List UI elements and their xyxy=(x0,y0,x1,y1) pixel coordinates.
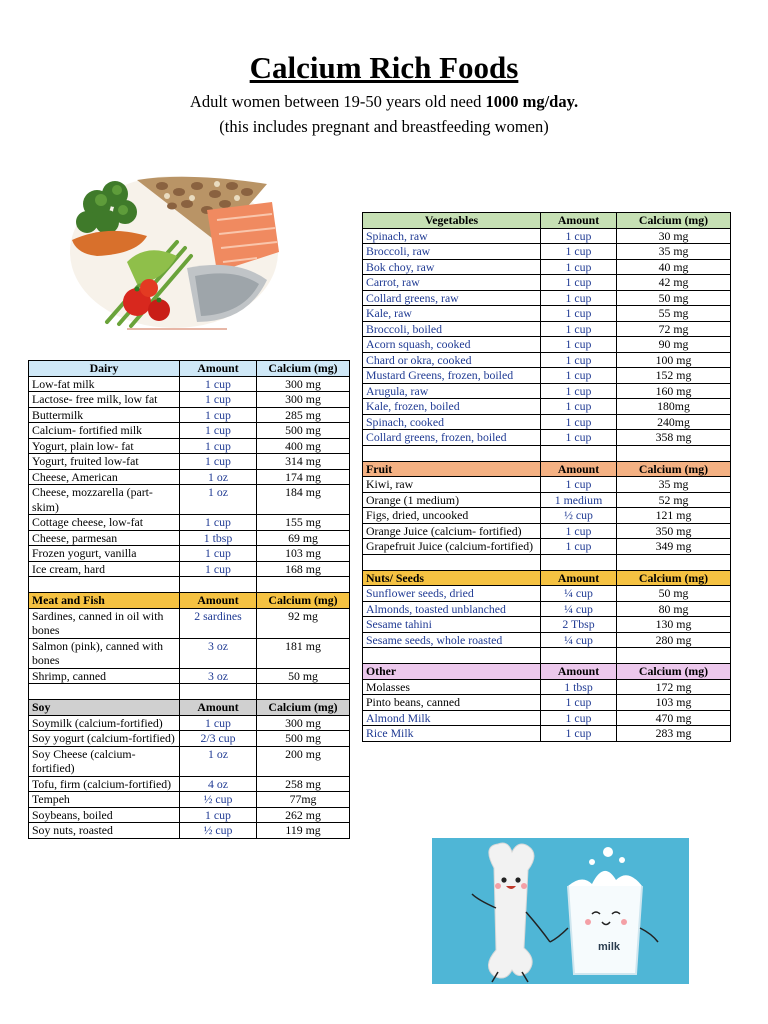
fruit-cell-calcium: 52 mg xyxy=(617,492,731,508)
spacer-cell xyxy=(29,577,180,593)
vegetables-cell-calcium: 42 mg xyxy=(617,275,731,291)
vegetables-cell-amount: 1 cup xyxy=(541,414,617,430)
dairy-cell-food: Cheese, parmesan xyxy=(29,530,180,546)
vegetables-cell-food: Mustard Greens, frozen, boiled xyxy=(363,368,541,384)
meat-row xyxy=(29,638,350,668)
nuts-cell-calcium: 280 mg xyxy=(617,632,731,648)
page-title: Calcium Rich Foods xyxy=(249,50,519,85)
vegetables-cell-amount: 1 cup xyxy=(541,383,617,399)
milk-label: milk xyxy=(598,941,621,953)
fruit-row xyxy=(363,508,731,524)
dairy-meat-soy-table xyxy=(28,360,350,839)
soy-cell-amount: 1 oz xyxy=(180,746,257,776)
dairy-cell-amount: 1 cup xyxy=(180,454,257,470)
soy-cell-food: Tempeh xyxy=(29,792,180,808)
vegetables-row xyxy=(363,368,731,384)
soy-header-amount: Amount xyxy=(180,700,257,716)
spacer-cell xyxy=(363,648,541,664)
dairy-cell-amount: 1 cup xyxy=(180,515,257,531)
fruit-cell-calcium: 35 mg xyxy=(617,477,731,493)
other-cell-calcium: 283 mg xyxy=(617,726,731,742)
vegetables-cell-calcium: 72 mg xyxy=(617,321,731,337)
nuts-header-name: Nuts/ Seeds xyxy=(363,570,541,586)
vegetables-cell-amount: 1 cup xyxy=(541,321,617,337)
section-spacer-row xyxy=(29,684,350,700)
vegetables-cell-amount: 1 cup xyxy=(541,290,617,306)
soy-row xyxy=(29,731,350,747)
dairy-cell-calcium: 168 mg xyxy=(257,561,350,577)
fruit-cell-food: Orange Juice (calcium- fortified) xyxy=(363,523,541,539)
vegetables-cell-food: Chard or okra, cooked xyxy=(363,352,541,368)
vegetables-cell-calcium: 35 mg xyxy=(617,244,731,260)
dairy-cell-calcium: 300 mg xyxy=(257,392,350,408)
dairy-cell-amount: 1 cup xyxy=(180,392,257,408)
soy-row xyxy=(29,715,350,731)
dairy-cell-food: Low-fat milk xyxy=(29,376,180,392)
dairy-row xyxy=(29,407,350,423)
soy-header-name: Soy xyxy=(29,700,180,716)
vegetables-cell-calcium: 30 mg xyxy=(617,228,731,244)
dairy-cell-calcium: 69 mg xyxy=(257,530,350,546)
dairy-cell-food: Lactose- free milk, low fat xyxy=(29,392,180,408)
nuts-cell-food: Almonds, toasted unblanched xyxy=(363,601,541,617)
spacer-cell xyxy=(180,684,257,700)
dairy-cell-amount: 1 tbsp xyxy=(180,530,257,546)
nuts-header-amount: Amount xyxy=(541,570,617,586)
soy-cell-calcium: 262 mg xyxy=(257,807,350,823)
other-cell-amount: 1 cup xyxy=(541,710,617,726)
dairy-cell-food: Frozen yogurt, vanilla xyxy=(29,546,180,562)
dairy-cell-amount: 1 oz xyxy=(180,485,257,515)
fruit-row xyxy=(363,477,731,493)
other-row xyxy=(363,710,731,726)
dairy-row xyxy=(29,376,350,392)
vegetables-cell-food: Kale, frozen, boiled xyxy=(363,399,541,415)
soy-cell-calcium: 300 mg xyxy=(257,715,350,731)
dairy-cell-amount: 1 oz xyxy=(180,469,257,485)
other-header-amount: Amount xyxy=(541,664,617,680)
vegetables-row xyxy=(363,306,731,322)
soy-cell-food: Soy Cheese (calcium-fortified) xyxy=(29,746,180,776)
section-spacer-row xyxy=(29,577,350,593)
vegetables-cell-food: Spinach, cooked xyxy=(363,414,541,430)
vegetables-cell-amount: 1 cup xyxy=(541,306,617,322)
dairy-row xyxy=(29,515,350,531)
nuts-cell-food: Sesame seeds, whole roasted xyxy=(363,632,541,648)
dairy-cell-food: Cottage cheese, low-fat xyxy=(29,515,180,531)
vegetables-cell-food: Collard greens, frozen, boiled xyxy=(363,430,541,446)
soy-cell-food: Soymilk (calcium-fortified) xyxy=(29,715,180,731)
vegetables-cell-amount: 1 cup xyxy=(541,368,617,384)
vegetables-cell-food: Spinach, raw xyxy=(363,228,541,244)
fruit-cell-amount: 1 medium xyxy=(541,492,617,508)
vegetables-cell-calcium: 160 mg xyxy=(617,383,731,399)
nuts-cell-amount: 2 Tbsp xyxy=(541,617,617,633)
meat-header-row xyxy=(29,593,350,609)
nuts-cell-calcium: 50 mg xyxy=(617,586,731,602)
vegetables-cell-calcium: 100 mg xyxy=(617,352,731,368)
soy-header-calcium: Calcium (mg) xyxy=(257,700,350,716)
dairy-cell-amount: 1 cup xyxy=(180,376,257,392)
meat-cell-food: Salmon (pink), canned with bones xyxy=(29,638,180,668)
soy-cell-food: Tofu, firm (calcium-fortified) xyxy=(29,776,180,792)
soy-header-row xyxy=(29,700,350,716)
vegetables-header-name: Vegetables xyxy=(363,213,541,229)
spacer-cell xyxy=(180,577,257,593)
vegetables-cell-calcium: 180mg xyxy=(617,399,731,415)
soy-row xyxy=(29,776,350,792)
soy-cell-food: Soy nuts, roasted xyxy=(29,823,180,839)
meat-cell-calcium: 181 mg xyxy=(257,638,350,668)
soy-cell-amount: ½ cup xyxy=(180,792,257,808)
meat-cell-calcium: 50 mg xyxy=(257,668,350,684)
fruit-header-name: Fruit xyxy=(363,461,541,477)
dairy-cell-food: Cheese, mozzarella (part-skim) xyxy=(29,485,180,515)
other-cell-food: Rice Milk xyxy=(363,726,541,742)
nuts-cell-amount: ¼ cup xyxy=(541,601,617,617)
vegetables-cell-food: Broccoli, raw xyxy=(363,244,541,260)
dairy-row xyxy=(29,530,350,546)
dairy-cell-food: Yogurt, plain low- fat xyxy=(29,438,180,454)
dairy-cell-calcium: 500 mg xyxy=(257,423,350,439)
nuts-cell-calcium: 80 mg xyxy=(617,601,731,617)
dairy-cell-calcium: 314 mg xyxy=(257,454,350,470)
dairy-cell-food: Yogurt, fruited low-fat xyxy=(29,454,180,470)
vegetables-row xyxy=(363,430,731,446)
dairy-cell-calcium: 400 mg xyxy=(257,438,350,454)
fruit-cell-food: Figs, dried, uncooked xyxy=(363,508,541,524)
vegetables-row xyxy=(363,321,731,337)
calcium-foods-photo xyxy=(67,172,281,332)
vegetables-cell-calcium: 152 mg xyxy=(617,368,731,384)
vegetables-cell-amount: 1 cup xyxy=(541,352,617,368)
soy-row xyxy=(29,807,350,823)
spacer-cell xyxy=(617,445,731,461)
spacer-cell xyxy=(363,445,541,461)
vegetables-header-calcium: Calcium (mg) xyxy=(617,213,731,229)
dairy-cell-amount: 1 cup xyxy=(180,423,257,439)
dairy-header-amount: Amount xyxy=(180,361,257,377)
fruit-cell-food: Kiwi, raw xyxy=(363,477,541,493)
nuts-cell-calcium: 130 mg xyxy=(617,617,731,633)
nuts-row xyxy=(363,601,731,617)
dairy-cell-amount: 1 cup xyxy=(180,561,257,577)
vegetables-row xyxy=(363,259,731,275)
vegetables-cell-calcium: 55 mg xyxy=(617,306,731,322)
section-spacer-row xyxy=(363,648,731,664)
other-cell-amount: 1 cup xyxy=(541,695,617,711)
other-cell-amount: 1 cup xyxy=(541,726,617,742)
vegetables-row xyxy=(363,290,731,306)
fruit-header-amount: Amount xyxy=(541,461,617,477)
vegetables-header-amount: Amount xyxy=(541,213,617,229)
fruit-cell-food: Grapefruit Juice (calcium-fortified) xyxy=(363,539,541,555)
nuts-cell-amount: ¼ cup xyxy=(541,632,617,648)
fruit-cell-amount: 1 cup xyxy=(541,477,617,493)
fruit-header-calcium: Calcium (mg) xyxy=(617,461,731,477)
dairy-cell-calcium: 300 mg xyxy=(257,376,350,392)
fruit-row xyxy=(363,492,731,508)
meat-row xyxy=(29,668,350,684)
soy-cell-amount: ½ cup xyxy=(180,823,257,839)
subtitle xyxy=(0,92,768,112)
dairy-cell-food: Cheese, American xyxy=(29,469,180,485)
vegetables-cell-amount: 1 cup xyxy=(541,430,617,446)
other-header-calcium: Calcium (mg) xyxy=(617,664,731,680)
fruit-cell-amount: ½ cup xyxy=(541,508,617,524)
vegetables-cell-food: Collard greens, raw xyxy=(363,290,541,306)
other-header-row xyxy=(363,664,731,680)
dairy-row xyxy=(29,561,350,577)
vegetables-cell-food: Kale, raw xyxy=(363,306,541,322)
cartoon-background xyxy=(432,838,689,984)
dairy-cell-food: Calcium- fortified milk xyxy=(29,423,180,439)
fruit-cell-amount: 1 cup xyxy=(541,539,617,555)
vegetables-row xyxy=(363,228,731,244)
vegetables-row xyxy=(363,352,731,368)
spacer-cell xyxy=(257,684,350,700)
soy-row xyxy=(29,823,350,839)
meat-cell-amount: 3 oz xyxy=(180,638,257,668)
vegetables-row xyxy=(363,383,731,399)
vegetables-header-row xyxy=(363,213,731,229)
fruit-cell-calcium: 349 mg xyxy=(617,539,731,555)
other-row xyxy=(363,679,731,695)
vegetables-cell-amount: 1 cup xyxy=(541,337,617,353)
fruit-cell-calcium: 121 mg xyxy=(617,508,731,524)
other-row xyxy=(363,726,731,742)
dairy-row xyxy=(29,423,350,439)
subtitle-text: Adult women between 19-50 years old need xyxy=(189,92,486,111)
dairy-header-row xyxy=(29,361,350,377)
vegetables-cell-calcium: 90 mg xyxy=(617,337,731,353)
other-cell-calcium: 470 mg xyxy=(617,710,731,726)
nuts-header-calcium: Calcium (mg) xyxy=(617,570,731,586)
dairy-cell-amount: 1 cup xyxy=(180,407,257,423)
fruit-header-row xyxy=(363,461,731,477)
soy-cell-amount: 2/3 cup xyxy=(180,731,257,747)
vegetables-cell-amount: 1 cup xyxy=(541,275,617,291)
vegetables-cell-food: Arugula, raw xyxy=(363,383,541,399)
nuts-row xyxy=(363,586,731,602)
dairy-cell-food: Ice cream, hard xyxy=(29,561,180,577)
vegetables-row xyxy=(363,337,731,353)
section-spacer-row xyxy=(363,554,731,570)
vegetables-fruit-nuts-other-table xyxy=(362,212,731,742)
meat-header-calcium: Calcium (mg) xyxy=(257,593,350,609)
soy-cell-food: Soybeans, boiled xyxy=(29,807,180,823)
vegetables-row xyxy=(363,414,731,430)
dairy-cell-food: Buttermilk xyxy=(29,407,180,423)
spacer-cell xyxy=(617,648,731,664)
vegetables-cell-amount: 1 cup xyxy=(541,244,617,260)
nuts-row xyxy=(363,632,731,648)
other-row xyxy=(363,695,731,711)
spacer-cell xyxy=(257,577,350,593)
fruit-cell-calcium: 350 mg xyxy=(617,523,731,539)
subtitle-note: (this includes pregnant and breastfeeding women) xyxy=(219,117,549,136)
spacer-cell xyxy=(29,684,180,700)
spacer-cell xyxy=(541,554,617,570)
vegetables-cell-food: Bok choy, raw xyxy=(363,259,541,275)
dairy-cell-calcium: 174 mg xyxy=(257,469,350,485)
vegetables-cell-calcium: 240mg xyxy=(617,414,731,430)
nuts-cell-food: Sesame tahini xyxy=(363,617,541,633)
dairy-cell-amount: 1 cup xyxy=(180,546,257,562)
dairy-row xyxy=(29,438,350,454)
nuts-cell-amount: ¼ cup xyxy=(541,586,617,602)
fruit-row xyxy=(363,523,731,539)
soy-cell-amount: 1 cup xyxy=(180,807,257,823)
soy-cell-amount: 4 oz xyxy=(180,776,257,792)
vegetables-row xyxy=(363,275,731,291)
spacer-cell xyxy=(541,445,617,461)
meat-cell-amount: 2 sardines xyxy=(180,608,257,638)
spacer-cell xyxy=(363,554,541,570)
vegetables-cell-calcium: 40 mg xyxy=(617,259,731,275)
meat-row xyxy=(29,608,350,638)
meat-cell-amount: 3 oz xyxy=(180,668,257,684)
vegetables-cell-food: Carrot, raw xyxy=(363,275,541,291)
nuts-cell-food: Sunflower seeds, dried xyxy=(363,586,541,602)
soy-cell-calcium: 119 mg xyxy=(257,823,350,839)
meat-cell-food: Sardines, canned in oil with bones xyxy=(29,608,180,638)
soy-cell-food: Soy yogurt (calcium-fortified) xyxy=(29,731,180,747)
dairy-row xyxy=(29,469,350,485)
fruit-row xyxy=(363,539,731,555)
vegetables-row xyxy=(363,399,731,415)
dairy-cell-calcium: 285 mg xyxy=(257,407,350,423)
dairy-cell-amount: 1 cup xyxy=(180,438,257,454)
vegetables-cell-calcium: 358 mg xyxy=(617,430,731,446)
fruit-cell-food: Orange (1 medium) xyxy=(363,492,541,508)
soy-row xyxy=(29,792,350,808)
meat-header-amount: Amount xyxy=(180,593,257,609)
other-cell-food: Pinto beans, canned xyxy=(363,695,541,711)
vegetables-cell-amount: 1 cup xyxy=(541,399,617,415)
nuts-row xyxy=(363,617,731,633)
meat-header-name: Meat and Fish xyxy=(29,593,180,609)
other-header-name: Other xyxy=(363,664,541,680)
other-cell-food: Almond Milk xyxy=(363,710,541,726)
soy-cell-amount: 1 cup xyxy=(180,715,257,731)
soy-cell-calcium: 77mg xyxy=(257,792,350,808)
other-cell-calcium: 103 mg xyxy=(617,695,731,711)
vegetables-cell-amount: 1 cup xyxy=(541,259,617,275)
spacer-cell xyxy=(541,648,617,664)
soy-cell-calcium: 258 mg xyxy=(257,776,350,792)
dairy-cell-calcium: 184 mg xyxy=(257,485,350,515)
vegetables-cell-calcium: 50 mg xyxy=(617,290,731,306)
dairy-row xyxy=(29,546,350,562)
dairy-cell-calcium: 103 mg xyxy=(257,546,350,562)
nuts-header-row xyxy=(363,570,731,586)
other-cell-amount: 1 tbsp xyxy=(541,679,617,695)
meat-cell-calcium: 92 mg xyxy=(257,608,350,638)
fruit-cell-amount: 1 cup xyxy=(541,523,617,539)
soy-row xyxy=(29,746,350,776)
vegetables-cell-food: Broccoli, boiled xyxy=(363,321,541,337)
spacer-cell xyxy=(617,554,731,570)
vegetables-cell-food: Acorn squash, cooked xyxy=(363,337,541,353)
dairy-row xyxy=(29,392,350,408)
subtitle-daily-amount: 1000 mg/day. xyxy=(485,92,579,111)
dairy-cell-calcium: 155 mg xyxy=(257,515,350,531)
other-cell-food: Molasses xyxy=(363,679,541,695)
dairy-row xyxy=(29,485,350,515)
vegetables-cell-amount: 1 cup xyxy=(541,228,617,244)
dairy-row xyxy=(29,454,350,470)
section-spacer-row xyxy=(363,445,731,461)
soy-cell-calcium: 200 mg xyxy=(257,746,350,776)
dairy-header-name: Dairy xyxy=(29,361,180,377)
dairy-header-calcium: Calcium (mg) xyxy=(257,361,350,377)
bone-and-milk-cartoon xyxy=(432,838,689,984)
soy-cell-calcium: 500 mg xyxy=(257,731,350,747)
other-cell-calcium: 172 mg xyxy=(617,679,731,695)
meat-cell-food: Shrimp, canned xyxy=(29,668,180,684)
vegetables-row xyxy=(363,244,731,260)
